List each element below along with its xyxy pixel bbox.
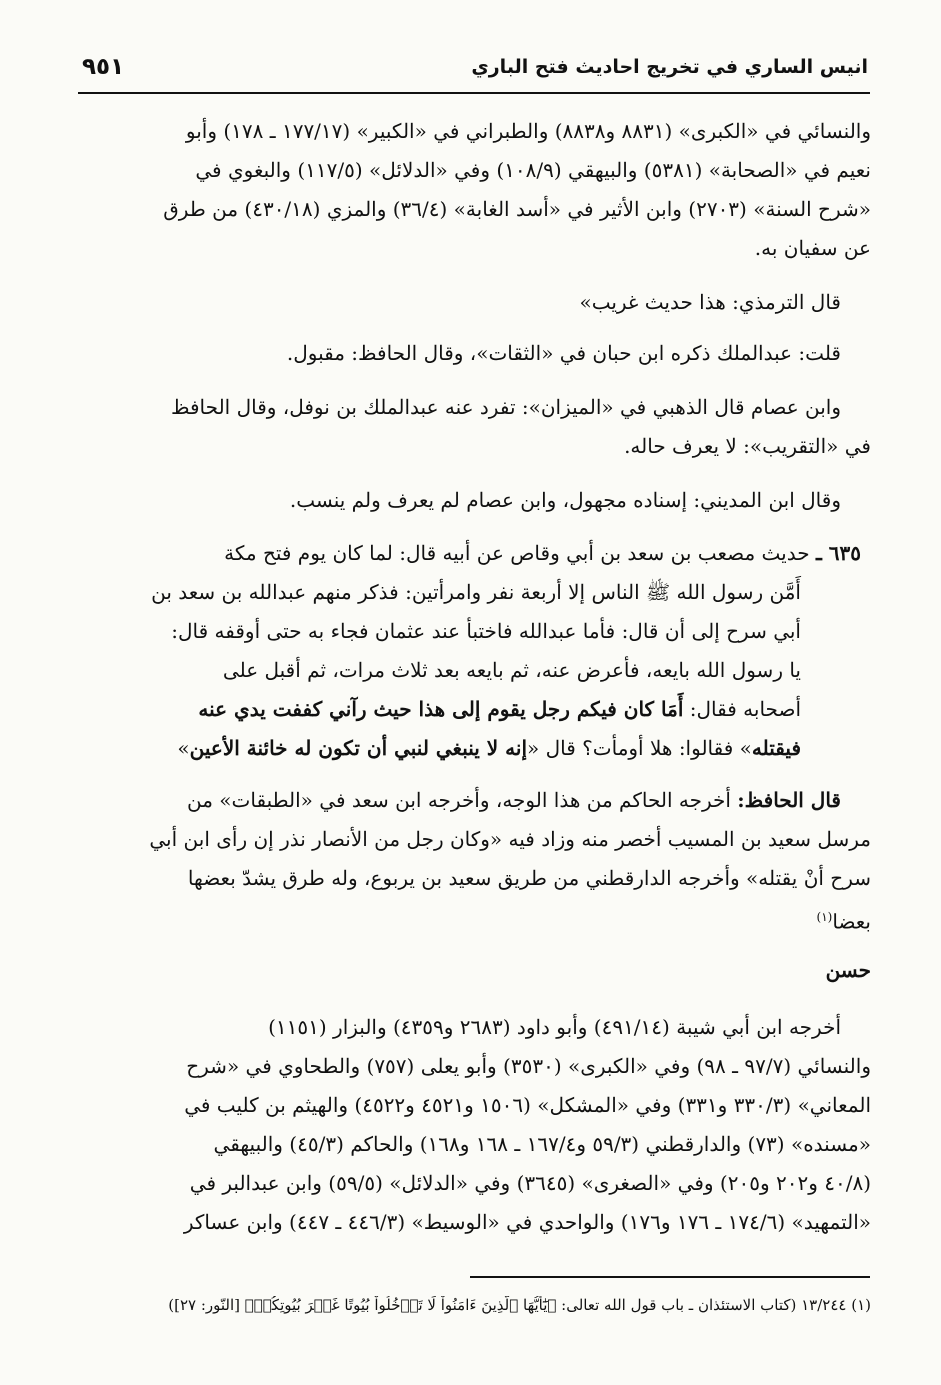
text-line: «شرح السنة» (٢٧٠٣) وابن الأثير في «أسد الغابة» (٣٦/٤) والمزي (٤٣٠/١٨) من طرق (163, 197, 871, 221)
page-number: ٩٥١ (82, 54, 125, 80)
hafiz-text: أخرجه الحاكم من هذا الوجه، وأخرجه ابن سعد في «الطبقات» من (187, 788, 738, 812)
paragraph: قال الترمذي: هذا حديث غريب» (579, 290, 841, 314)
paragraph: وقال ابن المديني: إسناده مجهول، وابن عصام لم يعرف ولم ينسب. (289, 488, 841, 512)
running-title: انيس الساري في تخريج احاديث فتح الباري (471, 56, 868, 78)
text-line: والنسائي في «الكبرى» (٨٨٣١ و٨٨٣٨) والطبراني في «الكبير» (١٧٧/١٧ ـ ١٧٨) وأبو (185, 119, 871, 143)
hadith-text: » فقالوا: هلا أومأت؟ قال « (527, 736, 752, 760)
text-line: مرسل سعيد بن المسيب أخصر منه وزاد فيه «وكان رجل من الأنصار نذر إن رأى ابن أبي (149, 827, 871, 851)
footnote-divider (470, 1276, 870, 1278)
hadith-text: حديث مصعب بن سعد بن أبي وقاص عن أبيه قال: لما كان يوم فتح مكة (224, 541, 810, 565)
text-line: أخرجه ابن أبي شيبة (٤٩١/١٤) وأبو داود (٢٦٨٣ و٤٣٥٩) والبزار (١١٥١) (268, 1015, 841, 1039)
hadith-number: ٦٣٥ ـ (815, 541, 861, 565)
text-line: «مسنده» (٧٣) والدارقطني (٥٩/٣ و١٦٧/٤ ـ ١٦٨ و١٦٨) والحاكم (٤٥/٣) والبيهقي (213, 1132, 871, 1156)
hadith-line: يا رسول الله بايعه، فأعرض عنه، ثم بايعه بعد ثلاث مرات، ثم أقبل على (222, 658, 801, 682)
text-line: «التمهيد» (١٧٤/٦ ـ ١٧٦ و١٧٦) والواحدي في «الوسيط» (٤٤٦/٣ ـ ٤٤٧) وابن عساكر (183, 1210, 871, 1234)
hadith-line: أَمَّن رسول الله ﷺ الناس إلا أربعة نفر وامرأتين: فذكر منهم عبدالله بن سعد بن (151, 580, 801, 604)
footnote: (١) ١٣/٢٤٤ (كتاب الاستئذان ـ باب قول الله تعالى: ﴿يَٰٓأَيُّهَا ٱلَّذِينَ ءَامَنُواْ لَا تَدۡخُلُواْ بُيُوتًا غَيۡرَ بُيُوتِكُمۡ﴾ [النّور: ٢٧]) (168, 1296, 871, 1314)
text-line: عن سفيان به. (754, 236, 871, 260)
hadith-text: » (177, 736, 190, 760)
text-line: والنسائي (٩٧/٧ ـ ٩٨) وفي «الكبرى» (٣٥٣٠) وأبو يعلى (٧٥٧) والطحاوي في «شرح (186, 1054, 871, 1078)
text-line: في «التقريب»: لا يعرف حاله. (624, 434, 871, 458)
text-line: نعيم في «الصحابة» (٥٣٨١) والبيهقي (١٠٨/٩) وفي «الدلائل» (١١٧/٥) والبغوي في (195, 158, 871, 182)
text-line: (٤٠/٨ و٢٠٢ و٢٠٥) وفي «الصغرى» (٣٦٤٥) وفي «الدلائل» (٥٩/٥) وابن عبدالبر في (189, 1171, 871, 1195)
hadith-text: أصحابه فقال: (683, 697, 801, 721)
hafiz-text: بعضا (832, 909, 871, 934)
hadith-line: أبي سرح إلى أن قال: فأما عبدالله فاختبأ عند عثمان فجاء به حتى أوقفه قال: (171, 619, 801, 643)
text-line: المعاني» (٣٣٠/٣ و٣٣١) وفي «المشكل» (١٥٠٦ و٤٥٢١ و٤٥٢٢) والهيثم بن كليب في (184, 1093, 871, 1117)
takhrij-text (78, 0, 871, 1385)
hafiz-label: قال الحافظ: (737, 788, 841, 812)
paragraph: قلت: عبدالملك ذكره ابن حبان في «الثقات»، وقال الحافظ: مقبول. (286, 341, 841, 365)
hadith-quote: أَمَا كان فيكم رجل يقوم إلى هذا حيث رآني كففت يدي عنه (198, 697, 684, 721)
footnote-ref: (١) (816, 910, 833, 924)
hadith-quote: فيقتله (751, 736, 801, 760)
text-line: وابن عصام قال الذهبي في «الميزان»: تفرد عنه عبدالملك بن نوفل، وقال الحافظ (171, 395, 841, 419)
hadith-quote: إنه لا ينبغي لنبي أن تكون له خائنة الأعين (189, 736, 528, 760)
grade-heading: حسن (825, 958, 871, 982)
text-line: سرح أنْ يقتله» وأخرجه الدارقطني من طريق سعيد بن يربوع، وله طرق يشدّ بعضها (187, 866, 871, 890)
